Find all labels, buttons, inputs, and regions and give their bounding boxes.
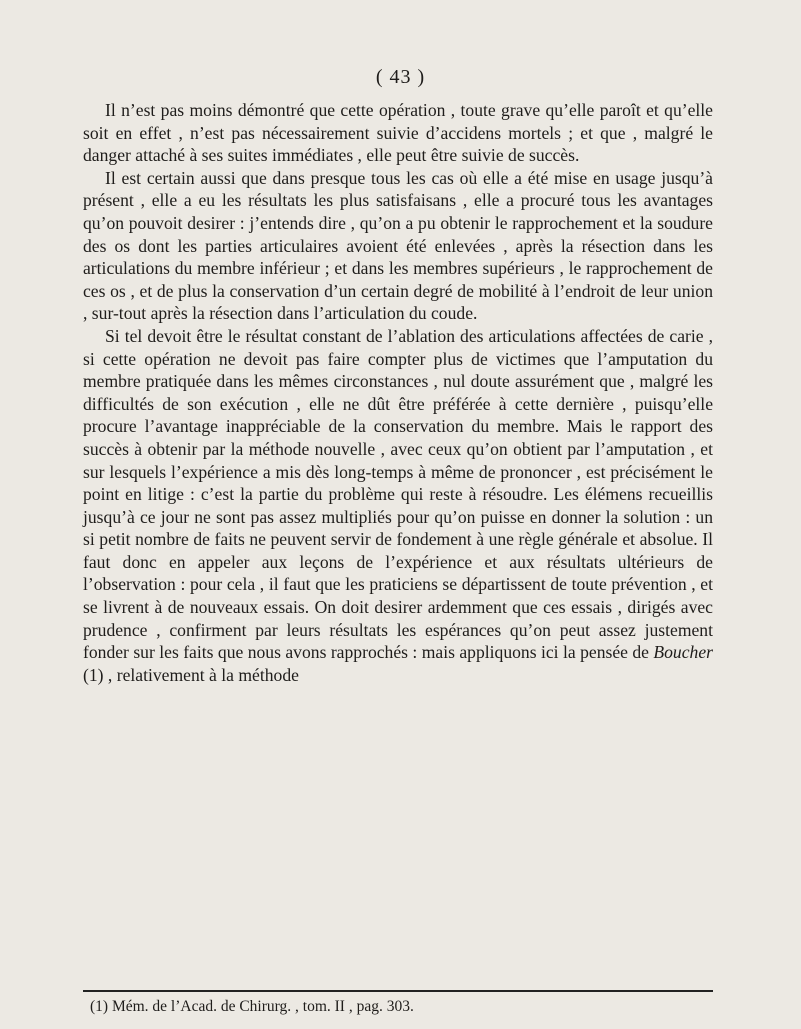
footnote: (1) Mém. de l’Acad. de Chirurg. , tom. II , pag. 303. — [90, 998, 414, 1015]
footnote-divider — [83, 990, 713, 992]
paragraph-3-text: Si tel devoit être le résultat constant de l’ablation des articulations affectées de carie , si cette opération ne devoit pas faire compter plus de victimes que l’amputation du membre pratiquée dans les mêmes circonstances , nul doute assurément que , malgré les difficultés de son exécution , elle ne dût être préférée à cette dernière , puisqu’elle procure l’avantage inappréciable de la conservation du membre. Mais le rapport des succès à obtenir par la méthode nouvelle , avec ceux qu’on obtient par l’amputation , et sur lesquels l’expérience a mis dès long-temps à même de prononcer , est précisément le point en litige : c’est la partie du problème qui reste à résoudre. Les élémens recueillis jusqu’à ce jour ne sont pas assez multipliés pour qu’on puisse en donner la solution : un si petit nombre de faits ne peuvent servir de fondement à une règle générale et absolue. Il faut donc en appeler aux leçons de l’expérience et aux résultats ultérieurs de l’observation : pour cela , il faut que les praticiens se départissent de toute prévention , et se livrent à de nouveaux essais. On doit desirer ardemment que ces essais , dirigés avec prudence , confirment par leurs résultats les espérances qu’on peut assez justement fonder sur les faits que nous avons rapprochés : mais appliquons ici la pensée de — [83, 325, 713, 663]
paragraph-2: Il est certain aussi que dans presque tous les cas où elle a été mise en usage jusqu’à présent , elle a eu les résultats les plus satisfaisans , elle a procuré tous les avantages qu’on pouvoit desirer : j’entends dire , qu’on a pu obtenir le rapprochement et la soudure des os dont les parties articulaires avoient été enlevées , après la résection dans les articulations du membre inférieur ; et dans les membres supérieurs , le rapprochement de ces os , et de plus la conservation d’un certain degré de mobilité à l’endroit de leur union , sur-tout après la résection dans l’articulation du coude. — [83, 167, 713, 324]
paragraph-3-end: (1) , relativement à la méthode — [83, 664, 299, 685]
paragraph-1: Il n’est pas moins démontré que cette opération , toute grave qu’elle paroît et qu’elle soit en effet , n’est pas nécessairement suivie d’accidens mortels ; et que , malgré le danger attaché à ses suites immédiates , elle peut être suivie de succès. — [83, 100, 713, 166]
page-number: ( 43 ) — [375, 66, 426, 88]
body-text — [83, 99, 713, 686]
paragraph-3 — [83, 325, 713, 687]
author-name-italic: Boucher — [653, 642, 713, 663]
